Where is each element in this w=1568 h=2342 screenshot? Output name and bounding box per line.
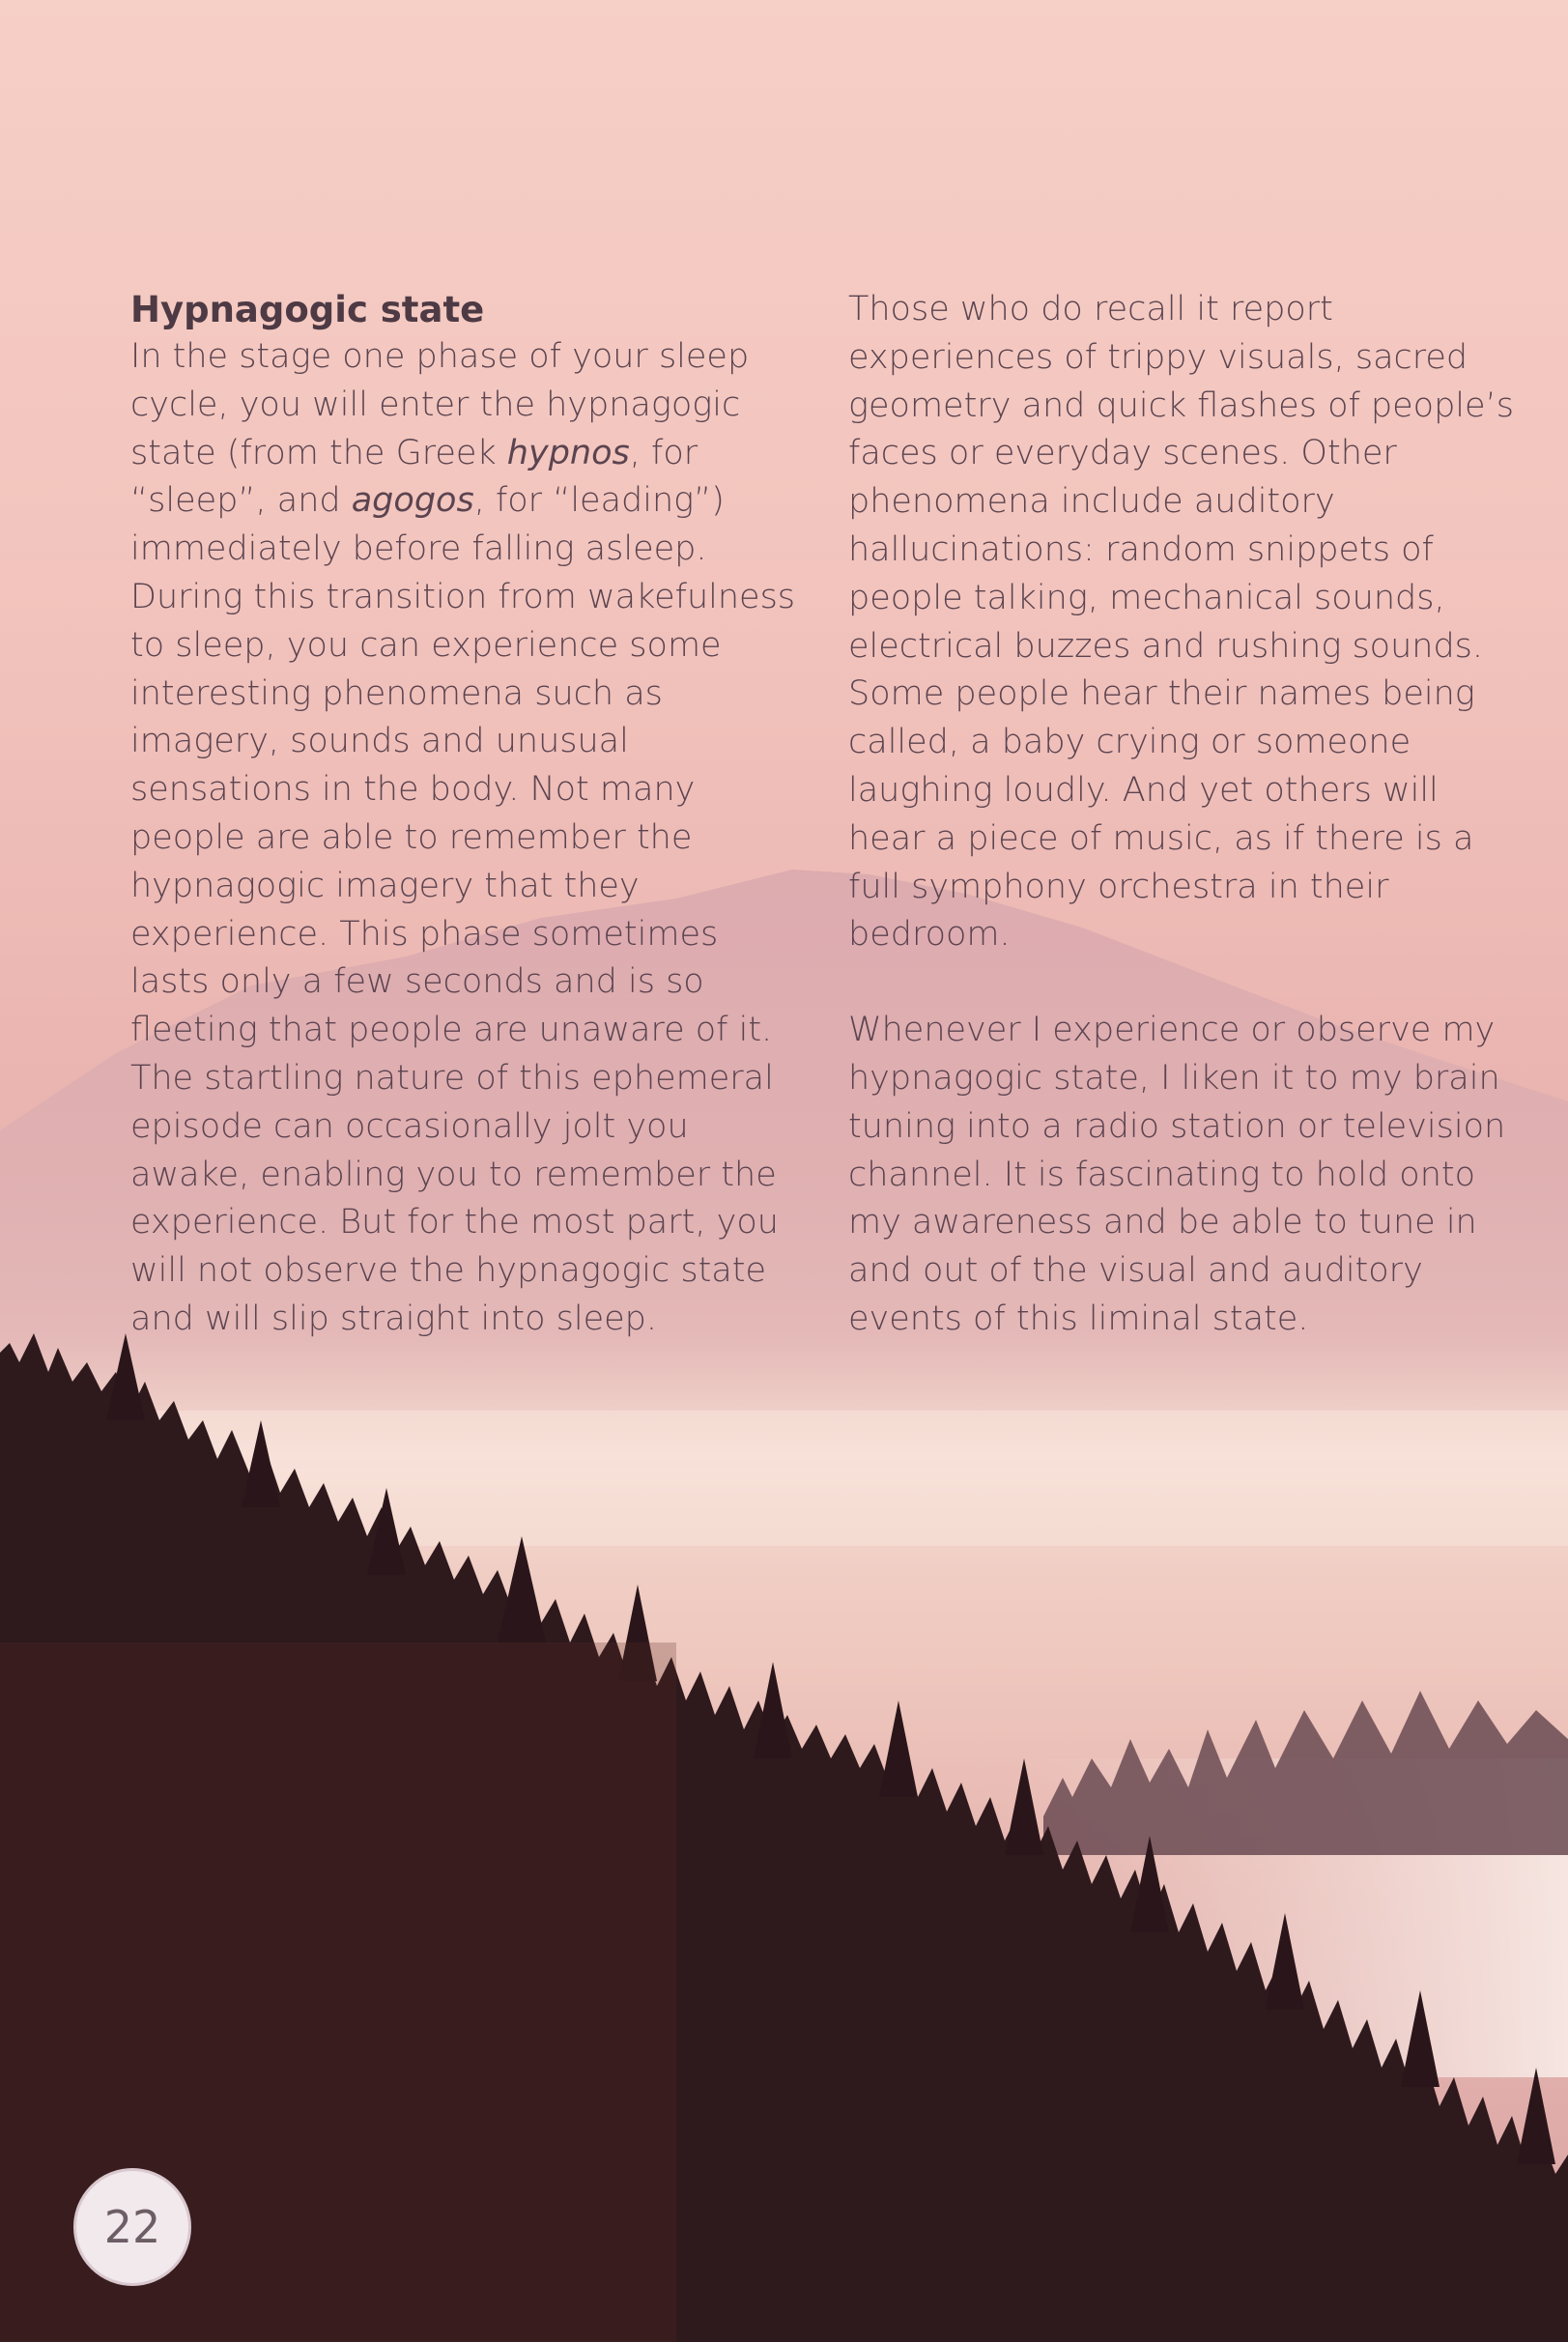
- section-heading: Hypnagogic state: [130, 289, 485, 330]
- right-paragraph-1: Those who do recall it report experiences of trippy visuals, sacred geometry and quick flashes of people’s faces or everyday scenes. Other phenomena include auditory hallucinations: random snippets of people talking, mechanical sounds, electrical buzzes and rushing sounds. Some people hear their names being called, a baby crying or someone laughing loudly. And yet others will hear a piece of music, as if there is a full symphony orchestra in their bedroom.: [848, 290, 1514, 955]
- page-number: 22: [103, 2201, 161, 2253]
- right-paragraph-2: Whenever I experience or observe my hypnagogic state, I liken it to my brain tuning into a radio station or television channel. It is fascinating to hold onto my awareness and be able to tune in and out of the visual and auditory events of this liminal state.: [848, 1011, 1506, 1338]
- far-treeline: [1043, 1691, 1568, 1855]
- paragraph-gap: [848, 959, 1525, 1007]
- page-number-badge: [73, 2168, 191, 2286]
- left-paragraph: In the stage one phase of your sleep cycle, you will enter the hypnagogic state (from the Greek hypnos, for “sleep”, and agogos, for “leading”) immediately before falling asleep. During this transition from wakefulness to sleep, you can experience some interesting phenomena such as imagery, sounds and unusual sensations in the body. Not many people are able to remember the hypnagogic imagery that they experience. This phase sometimes lasts only a few seconds and is so fleeting that people are unaware of it. The startling nature of this ephemeral episode can occasionally jolt you awake, enabling you to remember the experience. But for the most part, you will not observe the hypnagogic state and will slip straight into sleep.: [130, 337, 796, 1338]
- right-column: [848, 286, 1525, 1344]
- left-column: [130, 286, 807, 1344]
